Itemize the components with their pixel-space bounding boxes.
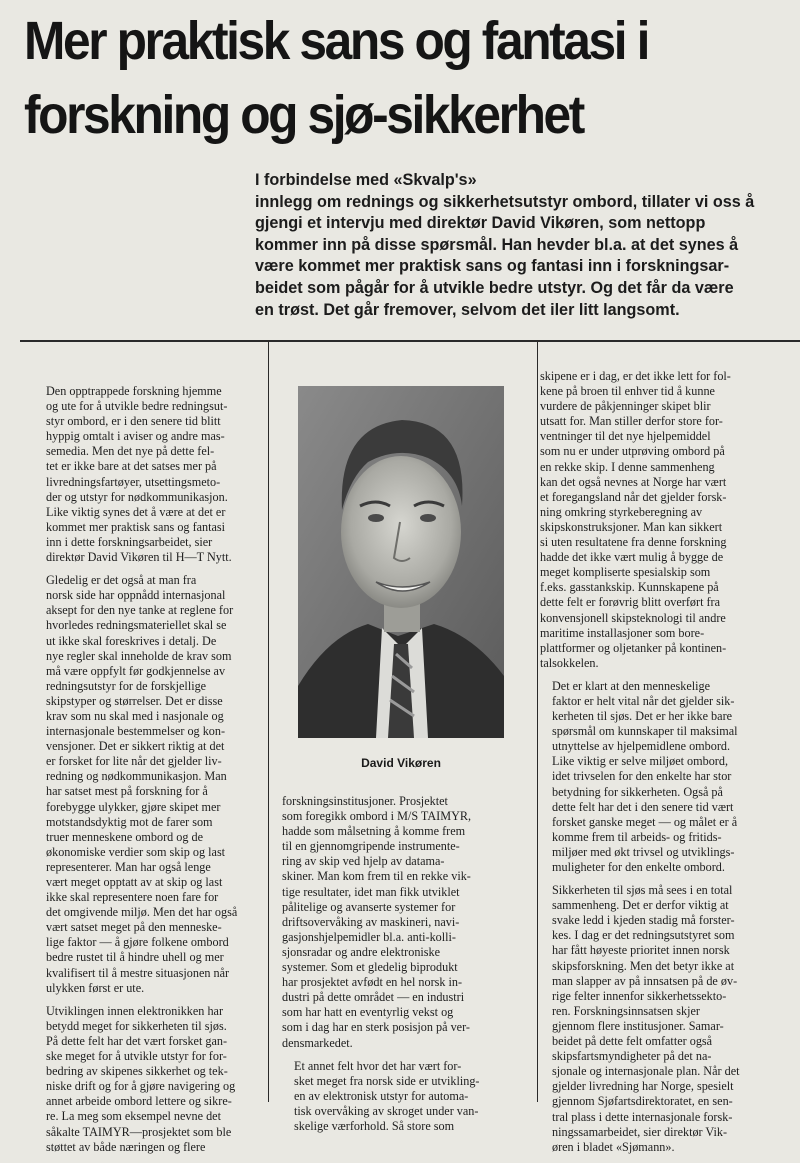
text-line: kvalifisert til å mestre situasjonen når [46,965,230,980]
text-line: annet arbeide ombord lettere og sikre- [46,1094,232,1109]
text-line: hvorledes redningsmateriellet skal se [46,618,227,633]
article-column-1 [34,384,264,1163]
text-line: f.eks. gasstankskip. Kunnskapene på [540,580,719,595]
text-line: tet er ikke bare at det satses mer på [46,459,217,474]
text-line: man slapper av på innsatsen på de øv- [552,973,738,988]
text-line: ningssamarbeidet, sier direktør Vik- [552,1124,728,1139]
text-line: pålitelige og avanserte systemer for [282,899,456,914]
text-line: gjennom Sjøfartsdirektoratet, en sen- [552,1094,733,1109]
text-line: direktør David Vikøren til H—T Nytt. [46,550,232,565]
lead-line: kommer inn på disse spørsmål. Han hevder bl.a. at det synes å [255,235,739,254]
text-line: skipskonstruksjoner. Man kan sikkert [540,519,723,534]
text-line: På dette felt har det vært forsket gan- [46,1033,228,1048]
text-line: vært satset meget på den menneske- [46,920,222,935]
text-line: miljøer med økt trivsel og utviklings- [552,844,735,859]
text-line: redningsutstyr for de forskjellige [46,678,207,693]
text-line: Sikkerheten til sjøs må sees i en total [552,883,733,898]
paragraph [34,384,264,565]
text-line: systemer. Som et gledelig biprodukt [282,960,458,975]
text-line: vensjoner. Det er sikkert riktig at det [46,739,225,754]
text-line: rige felter innenfor sikkerhetssekto- [552,988,727,1003]
paragraph [540,369,792,671]
lead-line: innlegg om rednings og sikkerhetsutstyr ombord, tillater vi oss å [255,192,755,211]
text-line: densmarkedet. [282,1035,353,1050]
text-line: støttet av både næringen og flere [46,1139,206,1154]
text-line: sjonsradar og andre elektroniske [282,944,441,959]
paragraph [34,1004,264,1155]
headline-line-2: forskning og sjø-sikkerhet [24,85,583,145]
text-line: niske drift og for å gjøre navigering og [46,1079,236,1094]
text-line: vært meget opptatt av at skip og last [46,875,223,889]
text-line: såkalte TAIMYR—prosjektet som ble [46,1124,232,1139]
text-line: si uten resultatene fra denne forskning [540,535,727,550]
text-line: skiner. Man kom frem til en rekke vik- [282,869,471,884]
text-line: aksept for den nye tanke at reglene for [46,603,234,618]
text-line: gjennom flere institusjoner. Samar- [552,1018,724,1033]
text-line: nye regler skal inneholde de krav som [46,648,232,663]
text-line: sket meget fra norsk side er utvikling- [294,1073,480,1088]
text-line: utsatt for. Man stiller derfor store for- [540,414,723,429]
text-line: hadde som målsetning å komme frem [282,824,466,839]
text-line: skelige værforhold. Så store som [294,1118,455,1133]
text-line: plattformer og oljetanker på kontinen- [540,640,727,655]
text-line: truer menneskene ombord og de [46,829,204,844]
text-line: redning og nødkommunikasjon. Man [46,769,227,784]
lead-paragraph [255,170,755,321]
text-line: talsokkelen. [540,655,599,670]
text-line: som foregikk ombord i M/S TAIMYR, [282,809,472,824]
text-line: har fått høyeste prioritet innen norsk [552,943,730,958]
text-line: Et annet felt hvor det har vært for- [294,1058,462,1073]
text-line: norsk side har oppnådd internasjonal [46,588,226,603]
text-line: kerheten til sjøs. Det er her ikke bare [552,709,733,724]
text-line: utnyttelse av hjelpemidlene ombord. [552,739,731,754]
text-line: sjonale og internasjonale plan. Når det [552,1064,740,1079]
text-line: spørsmål om kunnskaper til maksimal [552,724,738,739]
text-line: tisk overvåking av skroget under van- [294,1103,479,1118]
text-line: skipene er i dag, er det ikke lett for fol- [540,369,731,383]
text-line: kes. I dag er det redningsutstyret som [552,928,735,943]
lead-line: I forbindelse med «Skvalp's» [255,171,477,189]
lead-line: en trøst. Det går fremover, selvom det iler litt langsomt. [255,300,680,319]
text-line: idet trivselen for den enkelte har stor [552,769,732,784]
paragraph [34,573,264,996]
text-line: svake ledd i kjeden stadig må forster- [552,913,735,928]
text-line: ut ikke skal foreskrives i detalj. De [46,633,217,648]
text-line: øren i bladet «Sjømann». [552,1139,675,1154]
text-line: ning omkring styrkeberegning av [540,504,703,519]
text-line: er forsket for lite når det gjelder liv- [46,754,222,769]
text-line: konvensjonell skipsteknologi til andre [540,610,726,625]
text-line: Like viktig synes det å være at det er [46,504,226,519]
lead-line: beidet som pågår for å utvikle bedre utstyr. Og det får da være [255,278,734,297]
text-line: driftsovervåking av maskineri, navi- [282,914,460,929]
text-line: dustri på dette området — en industri [282,990,465,1005]
paragraph [540,679,792,875]
text-line: inn i dette forskningsarbeidet, sier [46,534,213,549]
headline [24,4,732,152]
text-line: ring av skip ved hjelp av datama- [282,854,445,869]
text-line: ren. Forskningsinnsatsen skjer [552,1003,700,1018]
text-line: gjelder livredning har Norge, spesielt [552,1079,734,1094]
column-divider-right [537,342,538,1102]
text-line: internasjonale bestemmelser og kon- [46,724,226,739]
text-line: dette felt er forøvrig blitt overført fra [540,595,721,610]
lead-line: være kommet mer praktisk sans og fantasi inn i forskningsar- [255,257,730,276]
text-line: betydd meget for sikkerheten til sjøs. [46,1018,227,1033]
text-line: som nu er under utprøving ombord på [540,444,725,459]
text-line: ulykken først er ute. [46,980,145,995]
text-line: som i dag har en sterk posisjon på ver- [282,1020,470,1035]
text-line: må være oppfylt før godkjennelse av [46,663,226,678]
text-line: skipsfartsmyndigheter på det na- [552,1049,712,1064]
text-line: bedre rustet til å hindre uhell og mer [46,950,224,965]
text-line: har prosjektet avfødt en hel norsk in- [282,975,463,990]
photo-caption: David Vikøren [361,756,441,770]
text-line: Det er klart at den menneskelige [552,678,711,693]
text-line: skipstyper og størrelser. Det er disse [46,693,223,708]
text-line: til en gjennomgripende instrumente- [282,839,460,854]
article-column-2 [282,794,530,1142]
text-line: bedring av skipenes sikkerhet og tek- [46,1064,228,1079]
text-line: en av elektronisk utstyr for automa- [294,1088,469,1103]
text-line: en rekke skip. I denne sammenheng [540,459,715,474]
column-divider-left [268,342,269,1102]
paragraph [282,794,530,1051]
text-line: Utviklingen innen elektronikken har [46,1003,224,1018]
article-column-3 [540,369,792,1163]
horizontal-divider [20,340,800,342]
text-line: økonomiske verdier som skip og last [46,844,226,859]
text-line: ikke skal representere noen fare for [46,890,219,905]
text-line: som har hatt en eventyrlig vekst og [282,1005,454,1020]
text-line: Like viktig er selve miljøet ombord, [552,754,729,769]
text-line: det omgivende miljø. Men det har også [46,905,238,920]
paragraph [282,1059,530,1134]
text-line: dette felt har det i den senere tid vært [552,799,734,814]
text-line: et foregangsland når det gjelder forsk- [540,489,727,504]
text-line: styr ombord, er i den senere tid blitt [46,414,221,429]
text-line: hyppig omtalt i aviser og andre mas- [46,429,225,444]
text-line: beidet på dette felt omfatter også [552,1034,713,1049]
text-line: skipsforskning. Men det betyr ikke at [552,958,735,973]
text-line: representerer. Man har også lenge [46,859,211,874]
lead-line: gjengi et intervju med direktør David Vikøren, som nettopp [255,214,706,233]
portrait-illustration [298,386,504,738]
text-line: forebygge ulykker, gjøre skipet mer [46,799,221,814]
text-line: betydning for sikkerheten. Også på [552,784,723,799]
text-line: krav som nu skal med i nasjonale og [46,708,224,723]
text-line: livredningsfartøyer, utsettingsmeto- [46,474,221,489]
text-line: kommet mer praktisk sans og fantasi [46,519,226,534]
headline-line-1: Mer praktisk sans og fantasi i [24,11,649,71]
text-line: muligheter for den enkelte ombord. [552,860,725,874]
text-line: tige resultater, idet man fikk utviklet [282,884,460,899]
text-line: ske meget for å utvikle utstyr for for- [46,1049,227,1064]
paragraph [540,883,792,1155]
text-line: re. La meg som eksempel nevne det [46,1109,221,1124]
text-line: motstandsdyktig mot de farer som [46,814,213,829]
text-line: kene på broen til enhver tid å kunne [540,384,715,399]
text-line: tral plass i dette internasjonale forsk- [552,1109,733,1124]
text-line: maritime installasjoner som bore- [540,625,705,640]
text-line: og ute for å utvikle bedre redningsut- [46,399,228,414]
text-line: der og utstyr for nødkommunikasjon. [46,489,228,504]
text-line: gasjonshjelpemidler bl.a. anti-kolli- [282,929,456,944]
text-line: forskningsinstitusjoner. Prosjektet [282,794,448,808]
text-line: komme frem til arbeids- og fritids- [552,829,722,844]
text-line: Gledelig er det også at man fra [46,573,197,588]
text-line: har satset mest på forskning for å [46,784,208,799]
text-line: lige faktor — å gjøre folkene ombord [46,935,229,950]
text-line: kan det også nevnes at Norge har vært [540,474,727,489]
text-line: ventninger til det nye hjelpemiddel [540,429,711,444]
text-line: forsket ganske meget — og målet er å [552,814,738,829]
text-line: semedia. Men det nye på dette fel- [46,444,215,459]
text-line: vurdere de påkjenninger skipet blir [540,399,711,414]
text-line: Den opptrappede forskning hjemme [46,384,222,398]
text-line: sammenheng. Det er derfor viktig at [552,898,729,913]
text-line: meget kompliserte spesialskip som [540,565,711,580]
text-line: faktor er helt vital når det gjelder sik- [552,693,735,708]
text-line: hadde det ikke vært mulig å bygge de [540,550,724,565]
portrait-photo [298,386,504,738]
